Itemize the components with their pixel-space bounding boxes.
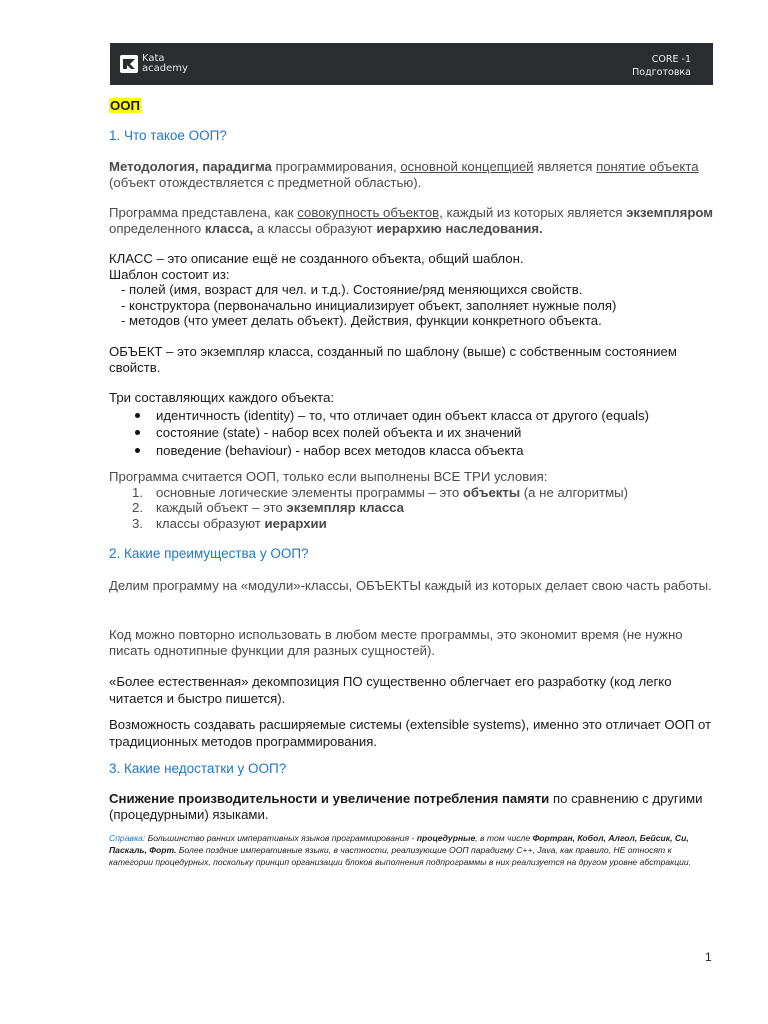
list-item: поведение (behaviour) - набор всех методов класса объекта bbox=[109, 443, 714, 459]
q1-heading: 1. Что такое ООП? bbox=[109, 128, 227, 143]
class-definition bbox=[109, 251, 714, 329]
list-item bbox=[109, 485, 714, 501]
three-intro: Три составляющих каждого объекта: bbox=[109, 390, 335, 405]
text: классы образуют bbox=[156, 515, 265, 531]
q2-paragraph-4: Возможность создавать расширяемые системы (extensible systems), именно это отличает ООП от традиционных методов программирования. bbox=[109, 717, 712, 749]
text-bold: экземпляром bbox=[626, 205, 714, 220]
conditions-list bbox=[109, 485, 714, 532]
page-title bbox=[109, 98, 714, 114]
logo-line-1: Kata bbox=[142, 53, 165, 64]
text: программирования, bbox=[271, 159, 401, 174]
text-bold: Снижение производительности и увеличение потребления памяти bbox=[109, 791, 550, 806]
text: , в том числе bbox=[475, 833, 533, 843]
logo-line-2: academy bbox=[142, 63, 188, 74]
text-underlined: понятие объекта bbox=[596, 159, 699, 174]
oop-conditions bbox=[109, 469, 714, 531]
text-underlined: основной концепцией bbox=[400, 159, 534, 174]
q2-paragraph-1: Делим программу на «модули»-классы, ОБЪЕКТЫ каждый из которых делает свою часть работы. bbox=[109, 578, 712, 593]
text: определенного bbox=[109, 220, 205, 236]
q3-paragraph-1 bbox=[109, 791, 714, 822]
text: а классы образуют bbox=[253, 220, 377, 236]
kata-logo-icon bbox=[120, 55, 138, 73]
logo-text bbox=[142, 54, 188, 74]
text-bold: иерархии bbox=[264, 515, 327, 531]
three-list bbox=[109, 408, 714, 459]
text-bold: объекты bbox=[462, 484, 521, 500]
q2-heading: 2. Какие преимущества у ООП? bbox=[109, 546, 309, 561]
three-components bbox=[109, 390, 714, 458]
course-label: CORE -1 bbox=[651, 54, 691, 65]
header-meta bbox=[632, 53, 691, 79]
list-item: - полей (имя, возраст для чел. и т.д.). Состояние/ряд меняющихся свойств. bbox=[121, 282, 583, 297]
item-number: 3. bbox=[132, 515, 143, 531]
text-bold: экземпляр класса bbox=[286, 500, 404, 515]
template-list bbox=[109, 282, 714, 329]
document-header bbox=[110, 43, 713, 85]
note-label: Справка: bbox=[109, 833, 146, 843]
list-item bbox=[109, 500, 714, 516]
q2-paragraph-2: Код можно повторно использовать в любом месте программы, это экономит время (не нужно писать однотипные функции для разных сущностей). bbox=[109, 627, 683, 658]
text: основные логические элементы программы – это bbox=[156, 484, 463, 500]
text-bold: процедурные bbox=[416, 833, 476, 843]
class-def-text: КЛАСС – это описание ещё не созданного объекта, общий шаблон. bbox=[109, 251, 524, 266]
text-bold: Фортран, Кобол, Алгол, Бейсик, Си, Паскаль, Форт. bbox=[109, 833, 689, 855]
title-highlight: ООП bbox=[110, 98, 140, 113]
item-number: 2. bbox=[132, 500, 143, 515]
reference-note bbox=[109, 832, 714, 868]
text-bold: иерархию наследования. bbox=[376, 220, 543, 236]
object-definition: ОБЪЕКТ – это экземпляр класса, созданный по шаблону (выше) с собственным состоянием свойств. bbox=[109, 344, 677, 375]
text: Программа представлена, как bbox=[109, 205, 298, 220]
list-item: - методов (что умеет делать объект). Действия, функции конкретного объекта. bbox=[121, 313, 602, 328]
item-number: 1. bbox=[132, 484, 143, 500]
q3-heading: 3. Какие недостатки у ООП? bbox=[109, 761, 287, 776]
q2-paragraph-3: «Более естественная» декомпозиция ПО существенно облегчает его разработку (код легко читается и быстро пишется). bbox=[109, 674, 672, 706]
section-label: Подготовка bbox=[632, 67, 691, 78]
text: (объект отождествляется с предметной областью). bbox=[109, 174, 422, 190]
template-intro: Шаблон состоит из: bbox=[109, 266, 230, 282]
text: Большинство ранних императивных языков программирования - bbox=[145, 833, 417, 843]
text-bold: класса, bbox=[204, 220, 254, 236]
text: Более поздние императивные языки, в частности, реализующие ООП парадигму C++, Java, как правило, НЕ относят к категории процедурных, поскольку принцип организации блоков выполнения подпрограммы в них реализуется на другом уровне абстракции. bbox=[109, 845, 692, 867]
text: каждый из которых является bbox=[442, 205, 627, 220]
text: каждый объект – это bbox=[156, 500, 287, 515]
list-item: идентичность (identity) – то, что отличает один объект класса от другого (equals) bbox=[109, 408, 714, 424]
text-underlined: совокупность объектов, bbox=[297, 205, 443, 220]
list-item bbox=[109, 516, 714, 532]
text: (а не алгоритмы) bbox=[520, 484, 629, 500]
conditions-intro: Программа считается ООП, только если выполнены ВСЕ ТРИ условия: bbox=[109, 469, 548, 484]
page-number: 1 bbox=[705, 950, 712, 964]
text: является bbox=[533, 159, 597, 174]
q1-paragraph-2 bbox=[109, 205, 714, 236]
list-item: состояние (state) - набор всех полей объекта и их значений bbox=[109, 425, 714, 441]
text-bold: Методология, парадигма bbox=[109, 159, 272, 174]
text: по сравнению с другими (процедурными) языками. bbox=[109, 791, 703, 822]
q1-paragraph-1 bbox=[109, 159, 714, 190]
list-item: - конструктора (первоначально инициализирует объект, заполняет нужные поля) bbox=[121, 297, 617, 313]
